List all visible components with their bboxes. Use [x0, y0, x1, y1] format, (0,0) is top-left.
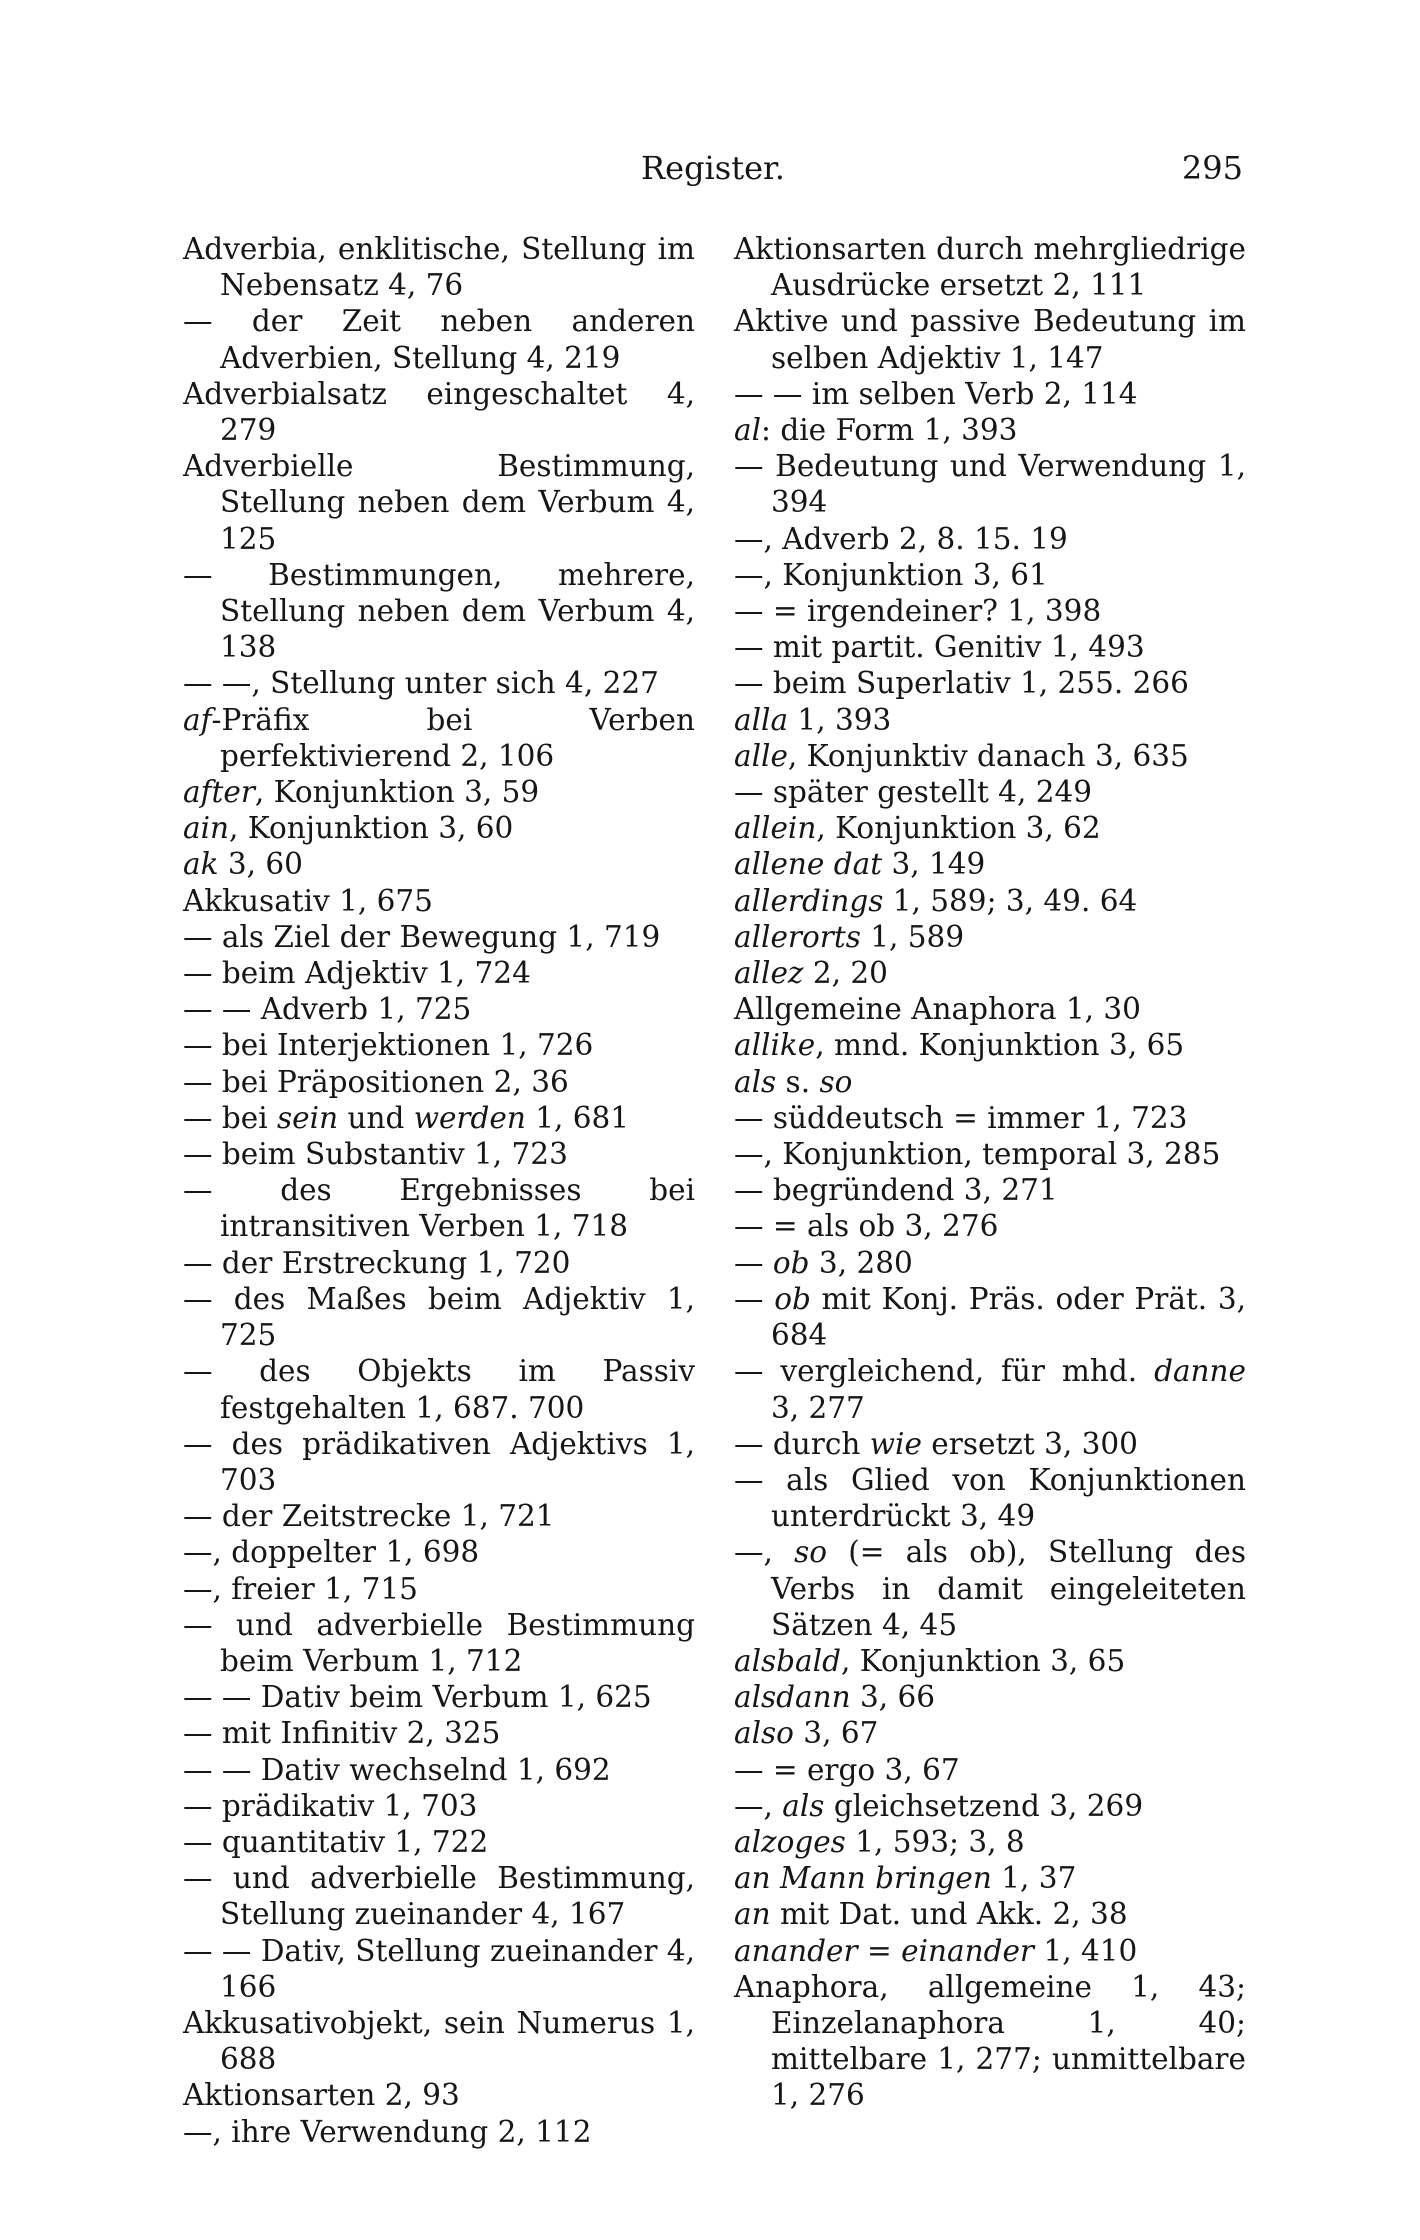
index-text: — vergleichend, für mhd.: [734, 1354, 1155, 1389]
index-term-italic: allerorts: [734, 919, 861, 954]
index-entry: [734, 1752, 1246, 1788]
index-column-right: [734, 231, 1246, 2114]
index-entry: [734, 1064, 1246, 1100]
index-term-italic: wie: [869, 1426, 922, 1461]
index-entry: [734, 1679, 1246, 1715]
index-term-italic: sein: [277, 1100, 339, 1135]
index-entry: [183, 919, 695, 955]
index-term-italic: alsdann: [734, 1680, 851, 1715]
index-term-italic: anander: [734, 1933, 858, 1968]
index-term-italic: allike: [734, 1028, 816, 1063]
index-entry: [734, 991, 1246, 1027]
index-text: —,: [734, 1788, 783, 1823]
index-text: Aktive und passive Bedeutung im selben Adjektiv 1, 147: [734, 304, 1246, 375]
index-entry: [183, 1245, 695, 1281]
index-text: — begründend 3, 271: [734, 1173, 1058, 1208]
index-text: 1, 681: [525, 1100, 630, 1135]
index-entry: [183, 774, 695, 810]
index-text: — — Dativ, Stellung zueinander 4, 166: [183, 1933, 695, 2004]
index-entry: [183, 1353, 695, 1425]
index-text: — — Dativ wechselnd 1, 692: [183, 1752, 611, 1787]
index-text: —: [734, 1281, 775, 1316]
index-text: 3, 277: [771, 1390, 865, 1425]
index-term-italic: allez: [734, 956, 804, 991]
index-text: Adverbia, enklitische, Stellung im Nebensatz 4, 76: [183, 232, 695, 303]
index-entry: [183, 1426, 695, 1498]
index-text: — = als ob 3, 276: [734, 1209, 999, 1244]
index-text: — und adverbielle Bestimmung, Stellung zueinander 4, 167: [183, 1861, 695, 1932]
index-entry: [183, 665, 695, 701]
running-head: [183, 146, 1243, 190]
index-entry: [734, 1245, 1246, 1281]
index-text: —, ihre Verwendung 2, 112: [183, 2114, 592, 2149]
index-text: — bei: [183, 1100, 278, 1135]
index-text: : die Form 1, 393: [761, 413, 1018, 448]
index-text: gleichsetzend 3, 269: [824, 1788, 1144, 1823]
index-text: — des Maßes beim Adjektiv 1, 725: [183, 1281, 695, 1353]
index-term-italic: allerdings: [734, 883, 884, 918]
index-term-italic: alzoges: [734, 1824, 846, 1859]
index-entry: [183, 883, 695, 919]
index-entry: [734, 1136, 1246, 1172]
index-entry: [183, 376, 695, 448]
index-entry: [734, 1100, 1246, 1136]
index-text: =: [857, 1933, 902, 1968]
index-text: —, Konjunktion 3, 61: [734, 557, 1048, 592]
index-term-italic: an: [734, 1897, 771, 1932]
index-text: — — Dativ beim Verbum 1, 625: [183, 1680, 652, 1715]
index-term-italic: werden: [413, 1100, 526, 1135]
index-text: (= als ob), Stellung des Verbs in damit eingeleiteten Sätzen 4, 45: [771, 1535, 1246, 1642]
index-text: 1, 393: [788, 702, 892, 737]
page-number: 295: [1181, 149, 1243, 187]
index-text: — quantitativ 1, 722: [183, 1824, 489, 1859]
index-text: — = irgendeiner? 1, 398: [734, 594, 1102, 629]
index-entry: [734, 846, 1246, 882]
index-text: —,: [734, 1535, 795, 1570]
index-text: , Konjunktion 3, 60: [229, 811, 514, 846]
index-entry: [183, 1498, 695, 1534]
index-text: 3, 66: [850, 1680, 936, 1715]
index-text: 2, 20: [803, 956, 888, 991]
index-text: Aktionsarten 2, 93: [183, 2078, 460, 2113]
index-text: — prädikativ 1, 703: [183, 1788, 478, 1823]
index-text: und: [338, 1100, 414, 1135]
index-text: — — Adverb 1, 725: [183, 992, 472, 1027]
index-text: -Präfix bei Verben perfektivierend 2, 106: [211, 702, 695, 773]
index-term-italic: alla: [734, 702, 789, 737]
index-term-italic: al: [734, 413, 762, 448]
index-entry: [734, 702, 1246, 738]
index-entry: [183, 991, 695, 1027]
index-entry: [183, 1860, 695, 1932]
index-text: —, doppelter 1, 698: [183, 1535, 480, 1570]
index-term-italic: als: [734, 1064, 777, 1099]
index-entry: [734, 1534, 1246, 1643]
index-entry: [734, 883, 1246, 919]
index-text: — bei Interjektionen 1, 726: [183, 1028, 594, 1063]
index-entry: [734, 1969, 1246, 2114]
index-entry: [734, 810, 1246, 846]
index-entry: [183, 1752, 695, 1788]
index-term-italic: ob: [772, 1245, 810, 1280]
index-text: , Konjunktion 3, 62: [816, 811, 1101, 846]
index-text: — mit partit. Genitiv 1, 493: [734, 630, 1145, 665]
index-text: mit Konj. Präs. oder Prät. 3, 684: [771, 1281, 1246, 1353]
index-entry: [734, 1896, 1246, 1932]
index-text: 1, 37: [991, 1861, 1077, 1896]
index-text: 1, 589; 3, 49. 64: [883, 883, 1138, 918]
index-entry: [734, 1281, 1246, 1353]
index-text: —, Adverb 2, 8. 15. 19: [734, 521, 1068, 556]
index-text: — süddeutsch = immer 1, 723: [734, 1100, 1188, 1135]
index-entry: [734, 412, 1246, 448]
index-text: , Konjunktion 3, 65: [840, 1643, 1126, 1678]
index-entry: [183, 1064, 695, 1100]
index-text: — bei Präpositionen 2, 36: [183, 1064, 569, 1099]
index-text: 1, 410: [1034, 1933, 1138, 1968]
index-entry: [734, 1933, 1246, 1969]
index-text: — — im selben Verb 2, 114: [734, 376, 1138, 411]
index-entry: [734, 955, 1246, 991]
index-entry: [183, 810, 695, 846]
index-term-italic: alsbald: [734, 1643, 841, 1678]
index-text: — —, Stellung unter sich 4, 227: [183, 666, 659, 701]
index-entry: [183, 1679, 695, 1715]
index-term-italic: ak: [183, 847, 219, 882]
index-entry: [183, 1715, 695, 1751]
index-text: , Konjunktion 3, 59: [254, 775, 540, 810]
index-entry: [183, 702, 695, 774]
index-text: ersetzt 3, 300: [921, 1426, 1138, 1461]
index-term-italic: ob: [774, 1281, 811, 1316]
index-entry: [183, 2114, 695, 2150]
index-entry: [734, 665, 1246, 701]
index-entry: [183, 1788, 695, 1824]
index-text: , mnd. Konjunktion 3, 65: [815, 1028, 1185, 1063]
index-entry: [183, 955, 695, 991]
index-entry: [734, 1715, 1246, 1751]
index-entry: [183, 448, 695, 557]
index-text: — des Objekts im Passiv festgehalten 1, 687. 700: [183, 1354, 695, 1425]
index-entry: [734, 1426, 1246, 1462]
index-column-left: [183, 231, 695, 2150]
index-entry: [734, 1208, 1246, 1244]
index-text: — durch: [734, 1426, 870, 1461]
index-entry: [734, 376, 1246, 412]
index-term-italic: allein: [734, 811, 817, 846]
index-text: 1, 593; 3, 8: [845, 1824, 1025, 1859]
index-text: — als Glied von Konjunktionen unterdrückt 3, 49: [734, 1462, 1246, 1534]
index-entry: [183, 1172, 695, 1244]
index-entry: [183, 1136, 695, 1172]
index-entry: [183, 1281, 695, 1353]
index-text: — beim Substantiv 1, 723: [183, 1137, 568, 1172]
index-entry: [734, 919, 1246, 955]
index-entry: [734, 1824, 1246, 1860]
index-term-italic: after: [183, 775, 255, 810]
index-text: — der Zeit neben anderen Adverbien, Stellung 4, 219: [183, 304, 695, 375]
index-entry: [183, 2077, 695, 2113]
index-text: 3, 67: [793, 1716, 879, 1751]
index-text: — Bedeutung und Verwendung 1, 394: [734, 449, 1246, 520]
index-term-italic: also: [734, 1716, 794, 1751]
index-entry: [183, 846, 695, 882]
index-entry: [734, 303, 1246, 375]
index-term-italic: so: [819, 1064, 853, 1099]
index-entry: [734, 557, 1246, 593]
index-text: — beim Superlativ 1, 255. 266: [734, 666, 1189, 701]
index-entry: [734, 448, 1246, 520]
index-text: — der Zeitstrecke 1, 721: [183, 1499, 555, 1534]
index-entry: [183, 303, 695, 375]
index-term-italic: allene dat: [734, 847, 883, 882]
index-text: — des Ergebnisses bei intransitiven Verben 1, 718: [183, 1173, 695, 1244]
index-text: 1, 589: [860, 919, 965, 954]
index-entry: [734, 738, 1246, 774]
index-term-italic: alle: [734, 738, 788, 773]
index-entry: [734, 1172, 1246, 1208]
index-text: — des prädikativen Adjektivs 1, 703: [183, 1426, 695, 1497]
index-text: —, Konjunktion, temporal 3, 285: [734, 1137, 1221, 1172]
index-text: Adverbialsatz eingeschaltet 4, 279: [183, 376, 695, 448]
index-term-italic: an Mann bringen: [734, 1861, 992, 1896]
index-entry: [734, 521, 1246, 557]
index-text: —, freier 1, 715: [183, 1571, 418, 1606]
running-title: Register.: [641, 149, 785, 187]
index-text: 3, 60: [218, 847, 303, 882]
index-term-italic: als: [782, 1788, 825, 1823]
index-text: Allgemeine Anaphora 1, 30: [734, 992, 1141, 1027]
index-entry: [734, 1353, 1246, 1425]
index-text: 3, 149: [882, 847, 986, 882]
index-entry: [183, 1933, 695, 2005]
index-entry: [734, 1860, 1246, 1896]
index-term-italic: af: [183, 702, 212, 737]
index-entry: [734, 1788, 1246, 1824]
index-term-italic: ain: [183, 811, 230, 846]
index-entry: [183, 1534, 695, 1570]
index-entry: [183, 1824, 695, 1860]
index-text: — als Ziel der Bewegung 1, 719: [183, 919, 661, 954]
index-text: s.: [776, 1064, 820, 1099]
index-entry: [183, 1607, 695, 1679]
index-entry: [734, 629, 1246, 665]
index-text: 3, 280: [809, 1245, 913, 1280]
index-entry: [734, 1462, 1246, 1534]
index-term-italic: einander: [901, 1933, 1035, 1968]
index-text: — und adverbielle Bestimmung beim Verbum 1, 712: [183, 1607, 695, 1678]
index-text: — der Erstreckung 1, 720: [183, 1245, 571, 1280]
index-term-italic: danne: [1154, 1354, 1246, 1389]
index-entry: [734, 1027, 1246, 1063]
index-entry: [183, 557, 695, 666]
index-entry: [183, 1571, 695, 1607]
index-text: Aktionsarten durch mehrgliedrige Ausdrücke ersetzt 2, 111: [734, 232, 1246, 303]
index-term-italic: so: [794, 1535, 828, 1570]
index-text: — = ergo 3, 67: [734, 1752, 960, 1787]
index-entry: [183, 2005, 695, 2077]
index-text: , Konjunktiv danach 3, 635: [787, 738, 1189, 773]
index-entry: [183, 1027, 695, 1063]
index-text: — später gestellt 4, 249: [734, 775, 1093, 810]
index-text: — beim Adjektiv 1, 724: [183, 956, 531, 991]
index-text: Akkusativ 1, 675: [183, 883, 433, 918]
index-text: — mit Infinitiv 2, 325: [183, 1716, 501, 1751]
index-text: Anaphora, allgemeine 1, 43; Einzelanaphora 1, 40; mittelbare 1, 277; unmittelbare 1, 276: [734, 1969, 1246, 2113]
index-entry: [734, 1643, 1246, 1679]
index-text: Adverbielle Bestimmung, Stellung neben dem Verbum 4, 125: [183, 449, 695, 556]
index-entry: [183, 231, 695, 303]
index-text: —: [734, 1245, 773, 1280]
index-entry: [183, 1100, 695, 1136]
index-text: Akkusativobjekt, sein Numerus 1, 688: [183, 2005, 695, 2077]
index-text: mit Dat. und Akk. 2, 38: [770, 1897, 1128, 1932]
index-entry: [734, 593, 1246, 629]
index-text: — Bestimmungen, mehrere, Stellung neben dem Verbum 4, 138: [183, 557, 695, 665]
index-entry: [734, 774, 1246, 810]
index-entry: [734, 231, 1246, 303]
